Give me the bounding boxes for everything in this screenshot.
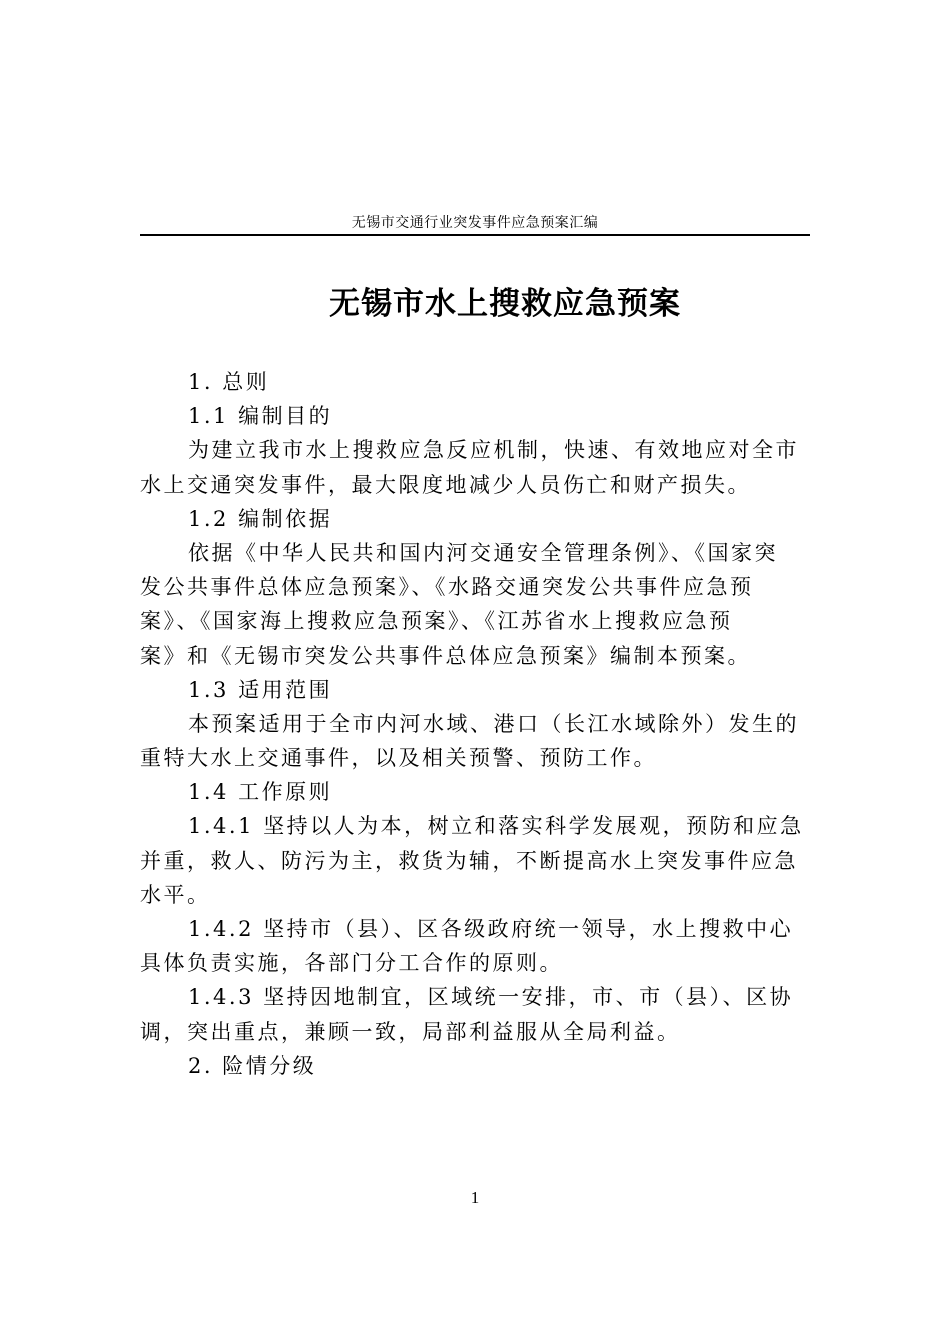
paragraph-line: 案》、《国家海上搜救应急预案》、《江苏省水上搜救应急预 (140, 609, 733, 634)
paragraph-line: 重特大水上交通事件，以及相关预警、预防工作。 (140, 746, 657, 771)
paragraph-line: 依据《中华人民共和国内河交通安全管理条例》、《国家突 (188, 540, 778, 565)
document-title: 无锡市水上搜救应急预案 (329, 286, 681, 322)
paragraph-line: 1.4.2 坚持市（县）、区各级政府统一领导，水上搜救中心 (188, 917, 794, 941)
paragraph-line: 1.4.3 坚持因地制宜，区域统一安排，市、市（县）、区协 (188, 985, 794, 1010)
section-heading: 1. 总则 (188, 370, 270, 394)
subsection-heading: 1.3 适用范围 (188, 677, 333, 702)
document-body (140, 365, 810, 1083)
paragraph-line: 为建立我市水上搜救应急反应机制，快速、有效地应对全市 (188, 438, 799, 463)
subsection-heading: 1.2 编制依据 (188, 506, 333, 531)
paragraph-line: 并重，救人、防污为主，救货为辅，不断提高水上突发事件应急 (140, 848, 798, 873)
subsection-heading: 1.4 工作原则 (188, 780, 333, 805)
header-divider (140, 234, 810, 236)
paragraph-line: 水上交通突发事件，最大限度地减少人员伤亡和财产损失。 (140, 472, 751, 497)
paragraph-line: 1.4.1 坚持以人为本，树立和落实科学发展观，预防和应急 (188, 814, 804, 839)
paragraph-line: 本预案适用于全市内河水域、港口（长江水域除外）发生的 (188, 711, 799, 736)
page-number: 1 (470, 1188, 480, 1207)
running-header: 无锡市交通行业突发事件应急预案汇编 (351, 215, 599, 231)
paragraph-line: 案》和《无锡市突发公共事件总体应急预案》编制本预案。 (140, 643, 751, 668)
paragraph-line: 水平。 (140, 882, 211, 907)
paragraph-line: 具体负责实施，各部门分工合作的原则。 (140, 951, 563, 976)
section-heading: 2. 险情分级 (188, 1053, 317, 1078)
subsection-heading: 1.1 编制目的 (188, 404, 333, 429)
paragraph-line: 调，突出重点，兼顾一致，局部利益服从全局利益。 (140, 1019, 681, 1044)
paragraph-line: 发公共事件总体应急预案》、《水路交通突发公共事件应急预 (140, 575, 754, 600)
